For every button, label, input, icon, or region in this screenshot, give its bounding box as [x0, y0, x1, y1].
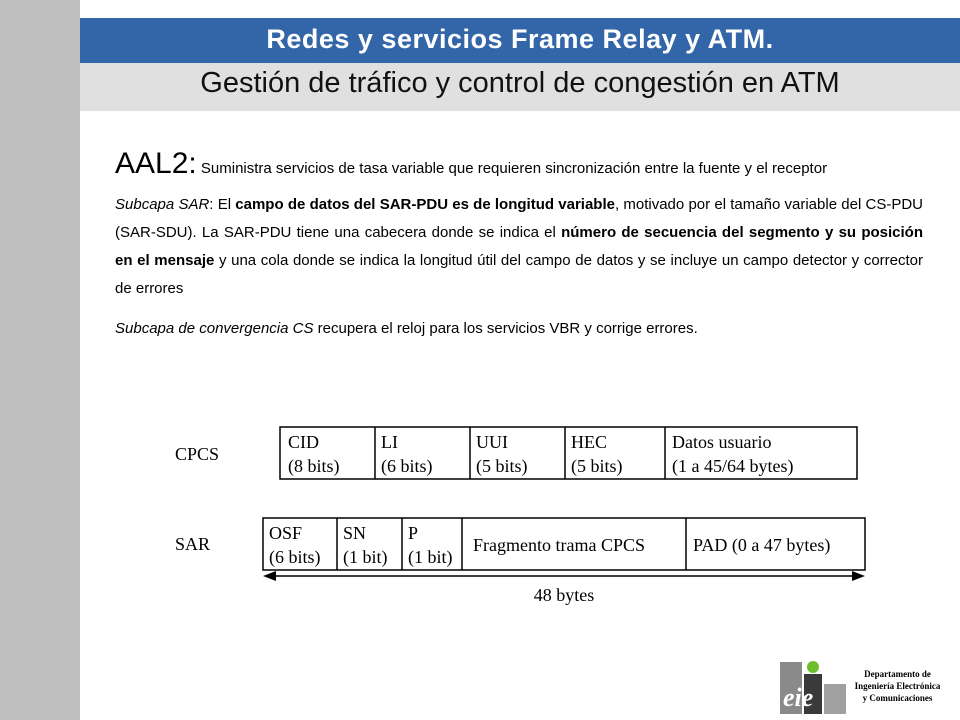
dept-line-1: Departamento de	[864, 669, 931, 679]
sar-term: Subcapa SAR	[115, 196, 210, 213]
aal2-term: AAL2:	[115, 147, 197, 180]
dept-line-3: y Comunicaciones	[862, 693, 933, 703]
aal2-description: Suministra servicios de tasa variable que requieren sincronización entre la fuente y el receptor	[196, 160, 828, 177]
left-sidebar	[0, 0, 80, 720]
sar-label: SAR	[175, 534, 211, 554]
sar-field-sn-size: (1 bit)	[343, 547, 388, 567]
cs-text: recupera el reloj para los servicios VBR y corrige errores.	[313, 320, 698, 337]
logo-dot	[807, 661, 819, 673]
slide-content	[115, 147, 924, 355]
slide-subtitle: Gestión de tráfico y control de congestión en ATM	[200, 67, 840, 99]
cpcs-field-uui-size: (5 bits)	[476, 456, 528, 476]
cs-paragraph	[115, 315, 923, 343]
cpcs-field-li: LI	[381, 432, 398, 452]
slide-header-title: Redes y servicios Frame Relay y ATM.	[266, 24, 774, 54]
aal2-heading-line	[115, 147, 923, 183]
sar-field-osf-size: (6 bits)	[269, 547, 321, 567]
sar-field-sn: SN	[343, 523, 367, 543]
cs-term: Subcapa de convergencia CS	[115, 320, 314, 337]
length-arrow-left-head	[263, 571, 276, 581]
sar-field-pad: PAD (0 a 47 bytes)	[693, 535, 831, 555]
length-label: 48 bytes	[533, 585, 595, 605]
sar-paragraph	[115, 191, 923, 303]
cpcs-field-cid-size: (8 bits)	[288, 456, 340, 476]
sar-field-p-size: (1 bit)	[408, 547, 453, 567]
sar-field-osf: OSF	[269, 523, 303, 543]
length-arrow-right-head	[852, 571, 865, 581]
logo-letters: eie	[783, 683, 814, 712]
cpcs-field-uui: UUI	[476, 432, 508, 452]
cpcs-field-hec-size: (5 bits)	[571, 456, 623, 476]
sar-text-bold-1: campo de datos del SAR-PDU es de longitud variable	[235, 196, 615, 213]
dept-line-2: Ingeniería Electrónica	[854, 681, 941, 691]
sar-text-3: y una cola donde se indica la longitud útil del campo de datos y se incluye un campo detector y corrector de errores	[115, 252, 923, 297]
cpcs-field-hec: HEC	[571, 432, 607, 452]
cpcs-field-user-data: Datos usuario	[672, 432, 772, 452]
cpcs-field-li-size: (6 bits)	[381, 456, 433, 476]
sar-field-p: P	[408, 523, 419, 543]
cpcs-field-user-data-size: (1 a 45/64 bytes)	[672, 456, 794, 476]
cpcs-label: CPCS	[175, 444, 220, 464]
sar-text-2: , motivado por el tamaño variable del CS-PDU (SAR-SDU). La SAR-PDU tiene una cabecera donde se indica el	[115, 196, 924, 241]
sar-field-fragment: Fragmento trama CPCS	[473, 535, 645, 555]
department-name	[840, 668, 955, 704]
sar-text-1: : El	[209, 196, 236, 213]
aal2-format-diagram	[160, 415, 880, 615]
sar-text-bold-2: número de secuencia del segmento y su posición en el mensaje	[115, 224, 923, 269]
cpcs-field-cid: CID	[288, 432, 319, 452]
